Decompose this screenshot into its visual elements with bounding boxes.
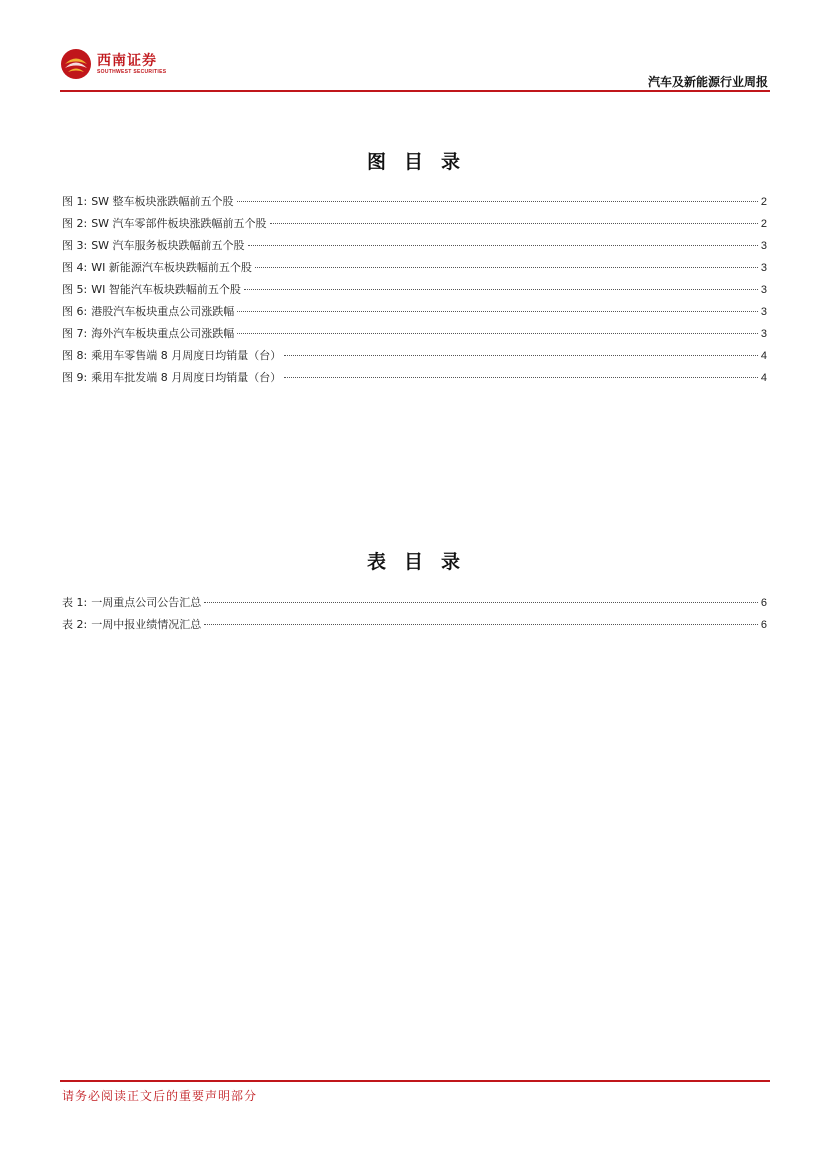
- toc-leader: [237, 201, 758, 202]
- toc-label: 表 2:: [62, 618, 88, 631]
- toc-page-number: 2: [760, 196, 767, 208]
- figure-list-heading: 图目录: [366, 151, 478, 173]
- toc-title: 乘用车批发端 8 月周度日均销量（台）: [91, 371, 282, 384]
- page-header: [60, 44, 770, 92]
- footer-disclaimer: 请务必阅读正文后的重要声明部分: [62, 1089, 258, 1103]
- footer-divider: [60, 1080, 770, 1082]
- toc-leader: [204, 602, 758, 603]
- toc-page-number: 3: [760, 328, 767, 340]
- figure-list-item[interactable]: [62, 191, 767, 213]
- figure-list-item[interactable]: [62, 301, 767, 323]
- toc-page-number: 3: [760, 240, 767, 252]
- figure-list-item[interactable]: [62, 345, 767, 367]
- toc-leader: [237, 311, 758, 312]
- toc-label: 表 1:: [62, 596, 88, 609]
- toc-leader: [248, 245, 758, 246]
- toc-leader: [244, 289, 758, 290]
- toc-label: 图 5:: [62, 283, 88, 296]
- table-list-heading: 表目录: [366, 551, 478, 573]
- toc-leader: [284, 355, 758, 356]
- figure-list-item[interactable]: [62, 323, 767, 345]
- toc-title: 一周中报业绩情况汇总: [91, 618, 202, 631]
- figure-list-item[interactable]: [62, 367, 767, 389]
- toc-title: SW 汽车服务板块跌幅前五个股: [91, 239, 245, 252]
- toc-title: 港股汽车板块重点公司涨跌幅: [91, 305, 235, 318]
- figure-list-item[interactable]: [62, 235, 767, 257]
- toc-leader: [237, 333, 758, 334]
- figure-list: [62, 191, 767, 389]
- toc-page-number: 3: [760, 284, 767, 296]
- toc-title: WI 新能源汽车板块跌幅前五个股: [91, 261, 252, 274]
- figure-list-item[interactable]: [62, 279, 767, 301]
- toc-page-number: 6: [760, 619, 767, 631]
- toc-leader: [204, 624, 758, 625]
- toc-title: SW 汽车零部件板块涨跌幅前五个股: [91, 217, 267, 230]
- table-list-item[interactable]: [62, 614, 767, 636]
- toc-page-number: 2: [760, 218, 767, 230]
- toc-title: 一周重点公司公告汇总: [91, 596, 202, 609]
- toc-leader: [284, 377, 758, 378]
- logo-emblem-icon: [60, 48, 92, 80]
- company-logo: [60, 48, 166, 80]
- report-title: 汽车及新能源行业周报: [647, 75, 768, 89]
- header-divider: [60, 90, 770, 92]
- toc-leader: [270, 223, 758, 224]
- toc-label: 图 2:: [62, 217, 88, 230]
- toc-page-number: 6: [760, 597, 767, 609]
- toc-title: 乘用车零售端 8 月周度日均销量（台）: [91, 349, 282, 362]
- toc-label: 图 7:: [62, 327, 88, 340]
- toc-page-number: 4: [760, 350, 767, 362]
- table-list-item[interactable]: [62, 592, 767, 614]
- figure-list-item[interactable]: [62, 213, 767, 235]
- table-list: [62, 592, 767, 636]
- toc-page-number: 3: [760, 262, 767, 274]
- toc-label: 图 9:: [62, 371, 88, 384]
- logo-chinese-name: 西南证券: [97, 52, 157, 69]
- logo-english-name: SOUTHWEST SECURITIES: [97, 68, 167, 75]
- toc-title: SW 整车板块涨跌幅前五个股: [91, 195, 234, 208]
- toc-label: 图 3:: [62, 239, 88, 252]
- toc-label: 图 4:: [62, 261, 88, 274]
- toc-title: 海外汽车板块重点公司涨跌幅: [91, 327, 235, 340]
- toc-page-number: 3: [760, 306, 767, 318]
- figure-list-item[interactable]: [62, 257, 767, 279]
- toc-page-number: 4: [760, 372, 767, 384]
- toc-leader: [255, 267, 758, 268]
- toc-title: WI 智能汽车板块跌幅前五个股: [91, 283, 241, 296]
- toc-label: 图 1:: [62, 195, 88, 208]
- toc-label: 图 6:: [62, 305, 88, 318]
- toc-label: 图 8:: [62, 349, 88, 362]
